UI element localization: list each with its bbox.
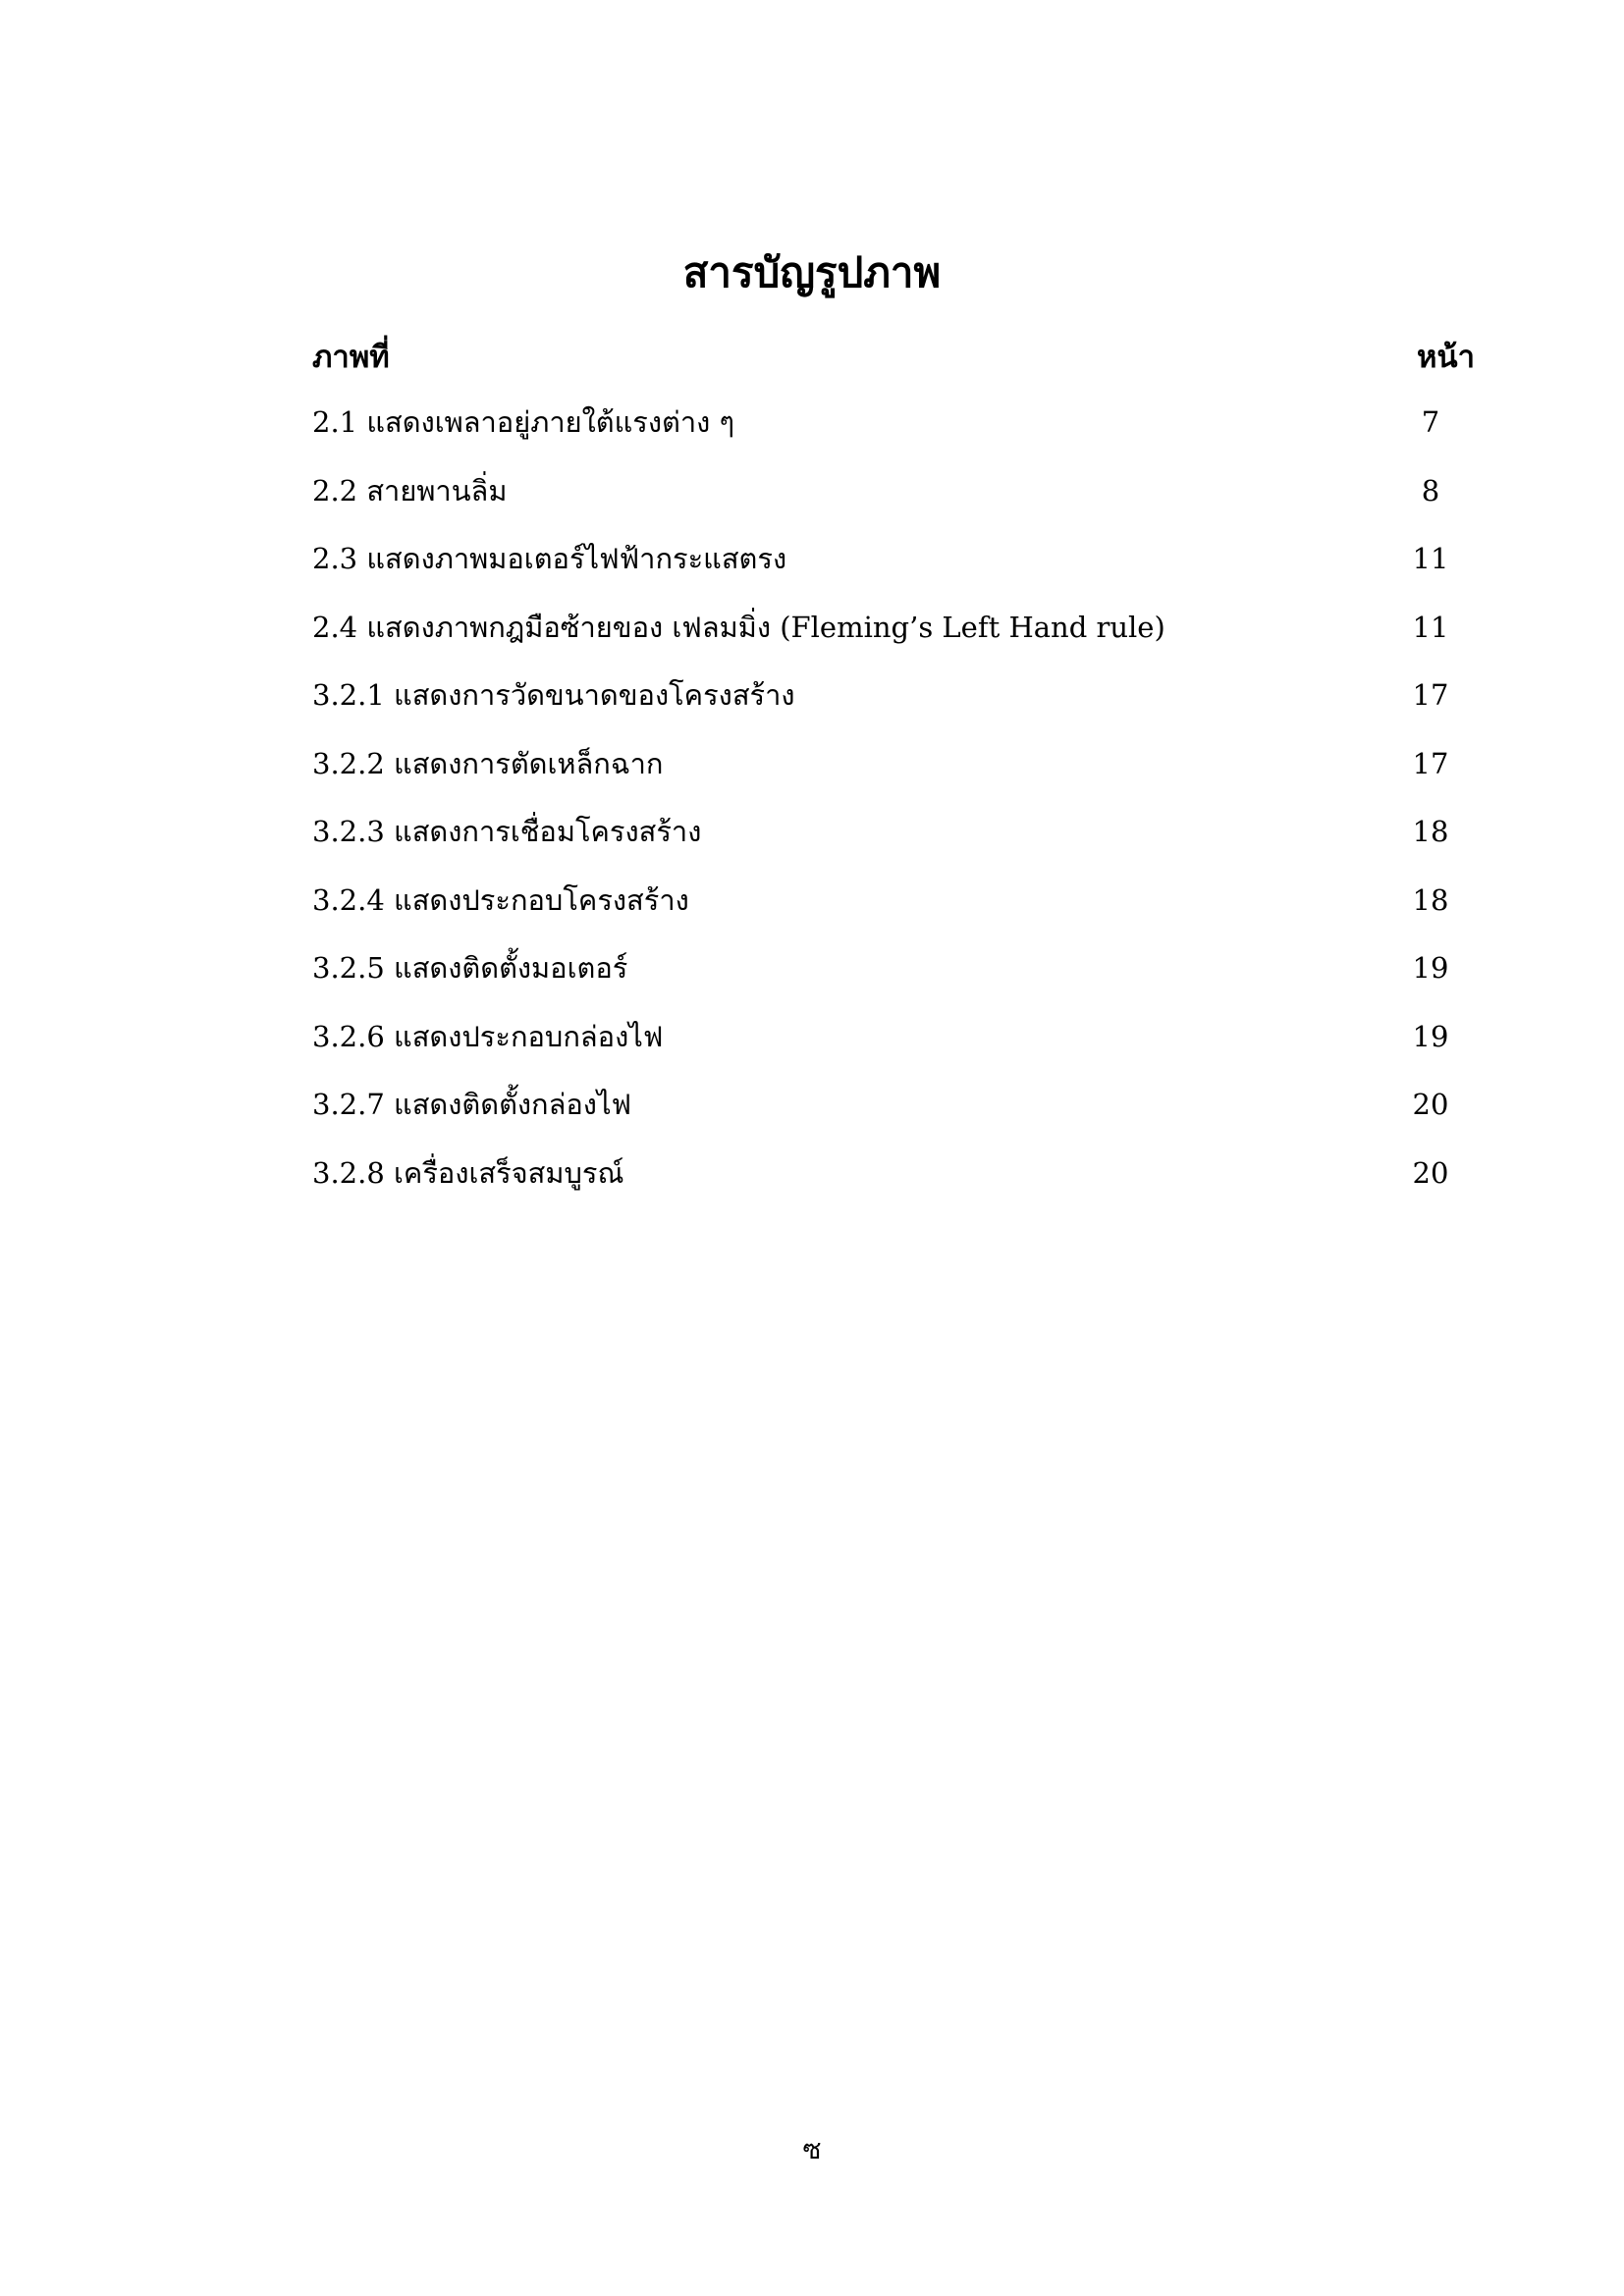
toc-header-row xyxy=(312,332,1475,379)
figure-list-item xyxy=(312,469,1475,538)
figure-list-item xyxy=(312,606,1475,674)
figure-entry xyxy=(312,606,1165,649)
figure-number: 2.1 xyxy=(312,405,358,439)
figure-caption: เครื่องเสร็จสมบูรณ์ xyxy=(394,1155,624,1190)
figure-entry xyxy=(312,1015,663,1058)
figure-number: 3.2.3 xyxy=(312,815,385,848)
figure-list-item xyxy=(312,537,1475,606)
figure-caption: แสดงติดตั้งมอเตอร์ xyxy=(394,951,628,985)
figure-caption: แสดงประกอบกล่องไฟ xyxy=(394,1019,664,1053)
figure-page-number: 19 xyxy=(1412,1019,1449,1053)
figure-entry xyxy=(312,469,507,512)
figure-number: 3.2.5 xyxy=(312,951,385,985)
figure-page-number: 20 xyxy=(1412,1088,1449,1121)
figure-caption: สายพานลิ่ม xyxy=(366,473,508,507)
figure-list-item xyxy=(312,1015,1475,1084)
figure-number: 2.4 xyxy=(312,610,358,644)
figure-entry xyxy=(312,673,795,717)
figure-caption: แสดงภาพกฎมือซ้ายของ เฟลมมิ่ง (Fleming’s Left Hand rule) xyxy=(366,610,1165,644)
figure-page-number: 17 xyxy=(1412,678,1449,712)
figure-number: 3.2.4 xyxy=(312,882,385,917)
figure-list-item xyxy=(312,1083,1475,1151)
figure-number: 3.2.2 xyxy=(312,746,385,780)
figure-list-item xyxy=(312,742,1475,811)
figure-caption: แสดงเพลาอยู่ภายใต้แรงต่าง ๆ xyxy=(366,405,735,439)
figure-entry xyxy=(312,1151,623,1195)
figure-list xyxy=(312,400,1475,1219)
figure-caption: แสดงติดตั้งกล่องไฟ xyxy=(394,1088,632,1121)
figure-list-item xyxy=(312,810,1475,879)
figure-entry xyxy=(312,742,663,785)
figure-entry xyxy=(312,879,689,922)
figure-entry xyxy=(312,1083,631,1126)
figure-page-number: 20 xyxy=(1412,1155,1449,1190)
figure-list-item xyxy=(312,946,1475,1015)
figure-list-item xyxy=(312,673,1475,742)
page-title: สารบัญรูปภาพ xyxy=(682,248,942,296)
figure-page-number: 18 xyxy=(1412,882,1449,917)
figure-page-number: 17 xyxy=(1412,746,1449,780)
figure-entry xyxy=(312,946,627,989)
figure-entry xyxy=(312,400,734,444)
figure-number: 3.2.7 xyxy=(312,1088,385,1121)
figure-page-number: 11 xyxy=(1412,542,1449,575)
figure-list-item xyxy=(312,879,1475,947)
figure-list-item xyxy=(312,1151,1475,1220)
figure-list-item xyxy=(312,400,1475,469)
figure-number: 3.2.1 xyxy=(312,678,385,712)
figure-caption: แสดงการวัดขนาดของโครงสร้าง xyxy=(394,678,795,712)
page-footer-marker: ซ xyxy=(802,2133,822,2165)
figure-column-header: ภาพที่ xyxy=(312,340,390,375)
figure-page-number: 18 xyxy=(1412,815,1449,848)
figure-caption: แสดงภาพมอเตอร์ไฟฟ้ากระแสตรง xyxy=(366,542,787,575)
figure-number: 3.2.6 xyxy=(312,1019,385,1053)
figure-caption: แสดงการเชื่อมโครงสร้าง xyxy=(394,815,702,848)
figure-page-number: 8 xyxy=(1421,473,1440,507)
figure-page-number: 7 xyxy=(1421,405,1440,439)
figure-page-number: 11 xyxy=(1412,610,1449,644)
figure-entry xyxy=(312,537,786,580)
figure-number: 3.2.8 xyxy=(312,1155,385,1190)
figure-caption: แสดงการตัดเหล็กฉาก xyxy=(394,746,664,780)
figure-caption: แสดงประกอบโครงสร้าง xyxy=(394,882,689,917)
figure-number: 2.3 xyxy=(312,542,358,575)
figure-page-number: 19 xyxy=(1412,951,1449,985)
figure-entry xyxy=(312,810,701,853)
figure-number: 2.2 xyxy=(312,473,358,507)
page-column-header: หน้า xyxy=(1416,340,1475,375)
